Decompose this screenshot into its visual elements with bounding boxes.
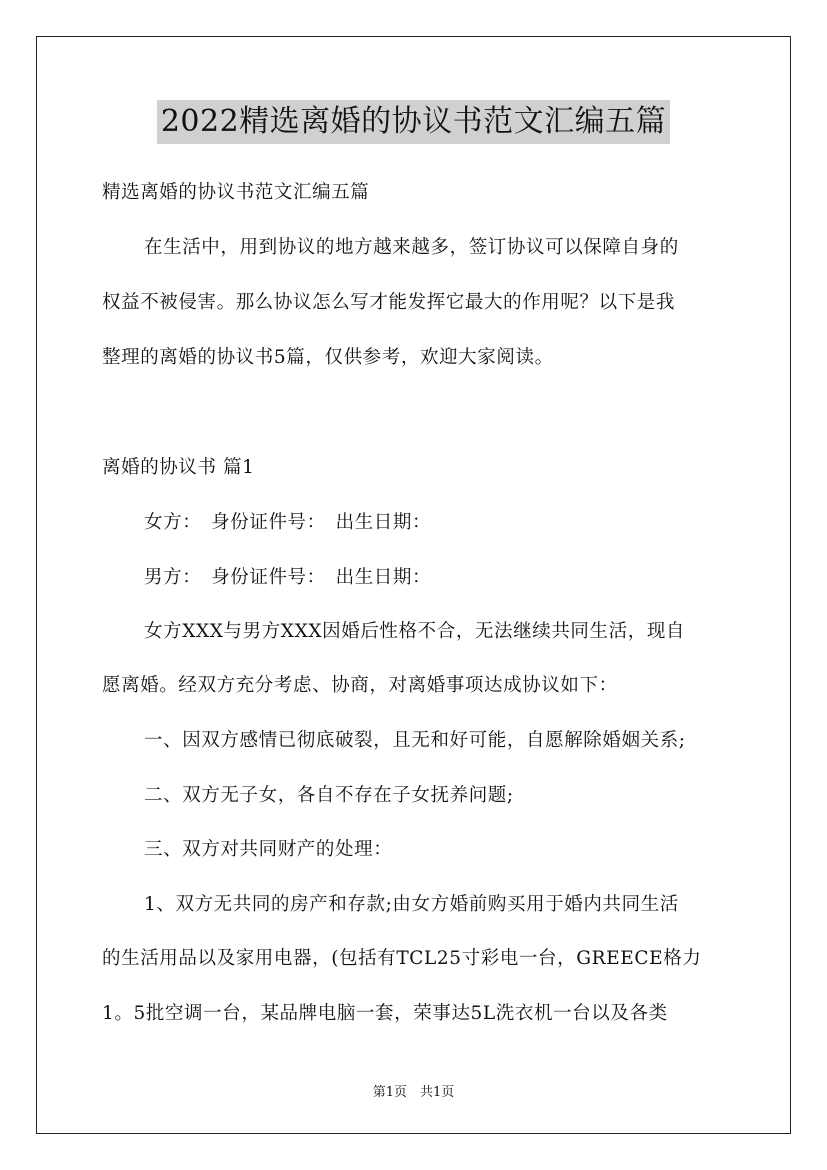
page-footer: 第1页 共1页 bbox=[372, 1085, 455, 1100]
subtitle-line: 精选离婚的协议书范文汇编五篇 bbox=[102, 182, 370, 203]
document-title: 2022精选离婚的协议书范文汇编五篇 bbox=[157, 100, 670, 144]
paragraph-line: 的生活用品以及家用电器，(包括有TCL25寸彩电一台，GREECE格力 bbox=[102, 948, 702, 969]
paragraph-line: 整理的离婚的协议书5篇，仅供参考，欢迎大家阅读。 bbox=[102, 347, 554, 368]
paragraph-line: 愿离婚。经双方充分考虑、协商，对离婚事项达成协议如下： bbox=[102, 675, 618, 696]
paragraph-line: 男方： 身份证件号： 出生日期： bbox=[144, 567, 432, 588]
paragraph-line: 一、因双方感情已彻底破裂，且无和好可能，自愿解除婚姻关系; bbox=[144, 730, 686, 751]
paragraph-line: 三、双方对共同财产的处理： bbox=[144, 839, 393, 860]
paragraph-line: 在生活中，用到协议的地方越来越多，签订协议可以保障自身的 bbox=[144, 237, 679, 258]
paragraph-line: 女方： 身份证件号： 出生日期： bbox=[144, 512, 432, 533]
paragraph-line: 二、双方无子女，各自不存在子女抚养问题; bbox=[144, 785, 514, 806]
paragraph-line: 1。5批空调一台，某品牌电脑一套，荣事达5L洗衣机一台以及各类 bbox=[102, 1003, 668, 1024]
title-container bbox=[0, 100, 827, 144]
paragraph-line: 权益不被侵害。那么协议怎么写才能发挥它最大的作用呢？以下是我 bbox=[102, 292, 676, 313]
paragraph-line: 女方XXX与男方XXX因婚后性格不合，无法继续共同生活，现自 bbox=[144, 621, 686, 642]
paragraph-line: 1、双方无共同的房产和存款;由女方婚前购买用于婚内共同生活 bbox=[144, 894, 679, 915]
section-heading: 离婚的协议书 篇1 bbox=[102, 457, 255, 478]
